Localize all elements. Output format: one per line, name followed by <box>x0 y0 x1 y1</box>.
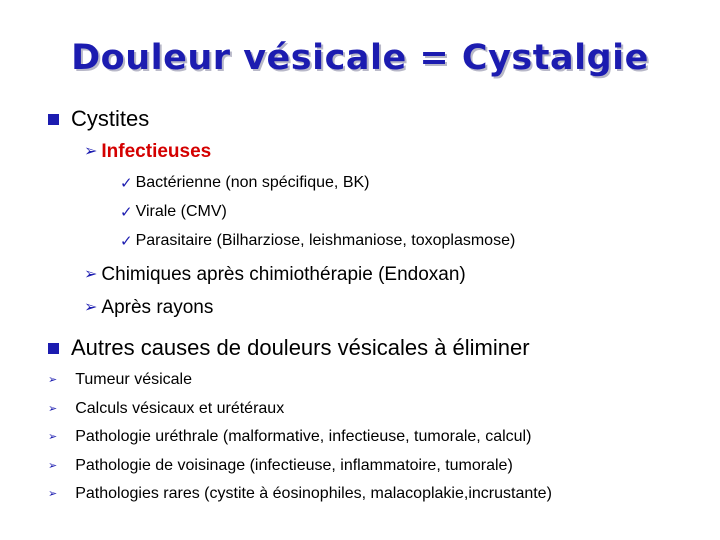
square-bullet-icon <box>48 114 59 125</box>
bullet-apres-rayons <box>84 297 213 319</box>
bullet-text: Bactérienne (non spécifique, BK) <box>135 174 370 191</box>
slide-title: Douleur vésicale = Cystalgie <box>71 38 649 78</box>
bullet-virale <box>120 203 227 221</box>
bullet-voisinage <box>48 457 513 475</box>
bullet-text: Pathologie de voisinage (infectieuse, inflammatoire, tumorale) <box>75 457 513 474</box>
bullet-text: Autres causes de douleurs vésicales à éliminer <box>71 335 530 360</box>
square-bullet-icon <box>48 343 59 354</box>
bullet-calculs <box>48 400 284 418</box>
bullet-urethrale <box>48 428 531 446</box>
checkmark-icon: ✓ <box>120 174 133 192</box>
bullet-autres-causes <box>48 335 530 361</box>
bullet-text: Virale (CMV) <box>135 203 227 220</box>
arrow-bullet-icon: ➢ <box>84 266 98 283</box>
bullet-text: Infectieuses <box>101 141 212 162</box>
arrow-bullet-icon: ➢ <box>48 402 58 415</box>
arrow-bullet-icon: ➢ <box>48 373 58 386</box>
checkmark-icon: ✓ <box>120 203 133 221</box>
bullet-chimiques <box>84 264 466 286</box>
bullet-parasitaire <box>120 232 515 250</box>
arrow-bullet-icon: ➢ <box>48 487 58 500</box>
bullet-bacterienne <box>120 174 370 192</box>
bullet-rares <box>48 485 552 503</box>
checkmark-icon: ✓ <box>120 232 133 250</box>
arrow-bullet-icon: ➢ <box>84 299 98 316</box>
arrow-bullet-icon: ➢ <box>84 143 98 160</box>
bullet-infectieuses <box>84 141 211 163</box>
bullet-text: Pathologies rares (cystite à éosinophiles, malacoplakie,incrustante) <box>75 485 552 502</box>
bullet-text: Pathologie uréthrale (malformative, infectieuse, tumorale, calcul) <box>75 428 532 445</box>
bullet-text: Chimiques après chimiothérapie (Endoxan) <box>101 264 466 285</box>
bullet-text: Après rayons <box>101 297 214 318</box>
bullet-text: Tumeur vésicale <box>75 371 192 388</box>
bullet-text: Parasitaire (Bilharziose, leishmaniose, toxoplasmose) <box>135 232 516 249</box>
arrow-bullet-icon: ➢ <box>48 459 58 472</box>
arrow-bullet-icon: ➢ <box>48 430 58 443</box>
bullet-text: Cystites <box>71 106 150 131</box>
bullet-text: Calculs vésicaux et urétéraux <box>75 400 285 417</box>
bullet-cystites <box>48 106 149 132</box>
bullet-tumeur <box>48 371 192 389</box>
